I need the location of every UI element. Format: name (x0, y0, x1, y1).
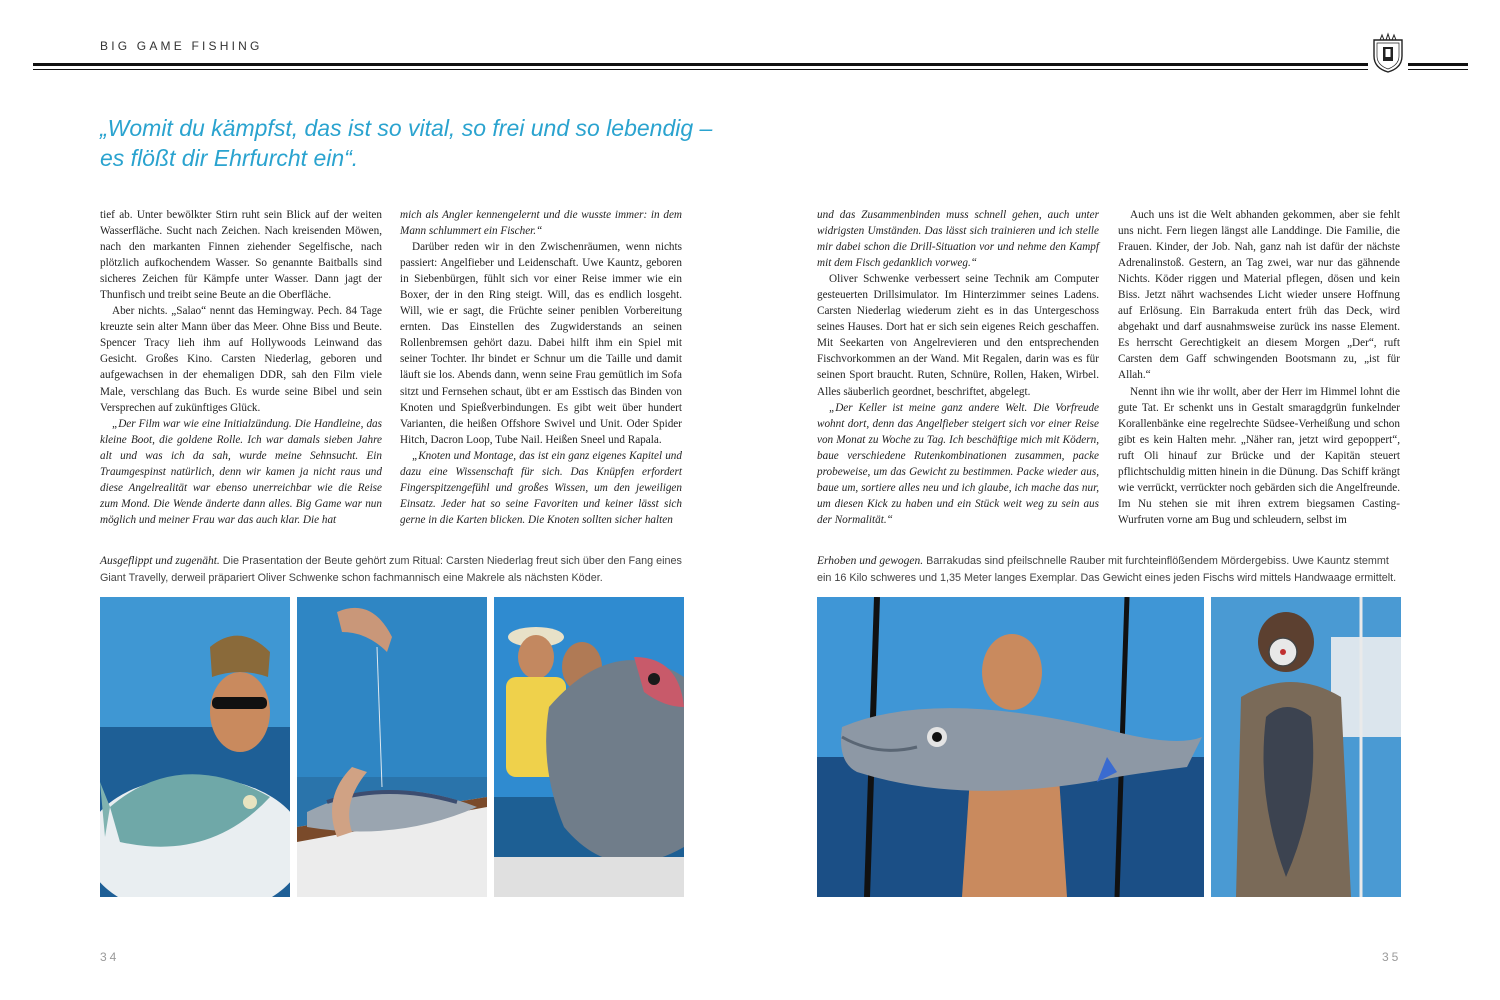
caption-lead: Erhoben und gewogen. (817, 555, 924, 567)
quote-paragraph: und das Zusammenbinden muss schnell gehen, auch unter widrigsten Umständen. Das lässt sich trainieren und ich stelle mir dabei schon die Drill-Situation vor und nehme den Kampf mit dem Fisch gedanklich vorweg.“ (817, 209, 1099, 270)
quote-paragraph: mich als Angler kennengelernt und die wusste immer: in dem Mann schlummert ein Fischer.“ (400, 209, 682, 238)
caption-text: Barrakudas sind pfeilschnelle Rauber mit furchteinflößendem Mördergebiss. Uwe Kauntz stemmt ein 16 Kilo schweres und 1,35 Meter langes Exemplar. Das Gewicht eines jeden Fischs wird mittels Handwaage ermittelt. (817, 555, 1397, 584)
header-rule (33, 63, 1468, 66)
caption-lead: Ausgeflippt und zugenäht. (100, 555, 220, 567)
body-column-4 (1118, 207, 1400, 528)
caption-text: Die Prasentation der Beute gehört zum Ritual: Carsten Niederlag freut sich über den Fang eines Giant Travelly, derweil präpariert Oliver Schwenke schon fachmannisch eine Makrele als nächsten Köder. (100, 555, 682, 584)
paragraph: Aber nichts. „Salao“ nennt das Hemingway. Pech. 84 Tage kreuzte sein alter Mann über das Meer. Ohne Biss und Beute. Spencer Tracy lieh ihm auf Hollywoods Leinwand das Gesicht. Großes Kino. Carsten Niederlag, geboren und aufgewachsen in der ehemaligen DDR, sah den Film viele Male, verschlang das Buch. Es wurde seine Bibel und sein Versprechen auf zukünftiges Glück. (100, 305, 382, 414)
photo-preparing-mackerel (297, 597, 487, 897)
page-number-right: 35 (1382, 950, 1402, 964)
body-column-2 (400, 207, 682, 528)
paragraph: Oliver Schwenke verbessert seine Technik am Computer gesteuerten Drillsimulator. Im Hinterzimmer seines Ladens. Carsten Niederlag wiederum zieht es in das Untergeschoss seines Hauses. Dort hat er sich sein eigenes Reich geschaffen. Mit Seekarten von Angelrevieren und den entsprechenden Fischvorkommen an der Wand. Mit Regalen, darin was es für seinen Sport braucht. Ruten, Schnüre, Rollen, Haken, Wirbel. Alles säuberlich geordnet, beschriftet, abgelegt. (817, 273, 1099, 398)
photo-caption-right (817, 553, 1402, 587)
photo-angler-with-travelly (100, 597, 290, 897)
body-column-3 (817, 207, 1099, 528)
photo-caption-left (100, 553, 685, 587)
header-rule-thin (33, 69, 1468, 70)
paragraph: Nennt ihn wie ihr wollt, aber der Herr im Himmel lohnt die gute Tat. Er schenkt uns in Gestalt smaragdgrün funkelnder Korallenbänke eine regelrechte Südsee-Verheißung und schon gibt es kein Halten mehr. „Näher ran, jetzt wird gepoppert“, ruft Oli hinauf zur Brücke und der Kapitän steuert pflichtschuldig mitten hinein in die Dünung. Das Schiff krängt wie verrückt, verrückter noch gebärden sich die Angelfreunde. Im Nu stehen sie mit ihren extrem biegsamen Casting-Wurfruten vorne am Bug und schleudern, selbst im (1118, 385, 1400, 526)
body-column-1 (100, 207, 382, 528)
paragraph: tief ab. Unter bewölkter Stirn ruht sein Blick auf der weiten Wasserfläche. Sucht nach Zeichen. Nach kreisenden Möwen, nach den markanten Finnen ziehender Segelfische, nach plötzlich aufkochendem Wasser. So genannte Baitballs sind sicheres Zeichen für Kämpfe unter Wasser. Dann jagt der Thunfisch und treibt seine Beute an die Oberfläche. (100, 209, 382, 302)
quote-paragraph: „Der Keller ist meine ganz andere Welt. Die Vorfreude wohnt dort, denn das Angelfieber steigert sich vor einer Reise von Monat zu Woche zu Tag. Ich beschäftige mich mit Ködern, baue verschiedene Rutenkombinationen zusammen, packe probeweise, um das Gewicht zu bestimmen. Packe wieder aus, baue um, sortiere alles neu und ich glaube, ich mache das nur, um diesen Kick zu haben und ein Stück weit weg zu sein aus der Normalität.“ (817, 401, 1099, 526)
pull-quote: „Womit du kämpfst, das ist so vital, so frei und so lebendig – es flößt dir Ehrfurcht ein“. (100, 115, 713, 171)
page-number-left: 34 (100, 950, 120, 964)
photo-two-anglers-with-fish (494, 597, 684, 897)
quote-paragraph: „Der Film war wie eine Initialzündung. Die Handleine, das kleine Boot, die goldene Rolle. Ich war damals sieben Jahre alt und was ich da sah, wurde meine Sehnsucht. Ein Traumgespinst natürlich, denn wir kamen ja nicht raus und diese Angelrealität war ebenso unerreichbar wie die Reise zum Mond. Die Wende änderte dann alles. Big Game war nun möglich und meiner Frau war das auch klar. Die hat (100, 417, 382, 526)
running-head: BIG GAME FISHING (100, 39, 263, 53)
paragraph: Auch uns ist die Welt abhanden gekommen, aber sie fehlt uns nicht. Fern liegen längst alle Landdinge. Die Familie, die Frauen. Kinder, der Job. Nah, ganz nah ist dafür der nächste Adrenalinstoß. Gestern, an Tag zwei, war nur das gähnende Nichts. Köder riggen und Material pflegen, dösen und kein Biss. Jetzt nährt wachsendes Licht wieder unsere Hoffnung auf Erlösung. Ein Barrakuda entert früh das Deck, wird abgehakt und darf ausnahmsweise zurück ins nasse Element. Es herrscht Gerechtigkeit an diesem Morgen „Der“, ruft Carsten dem Gaff schwingenden Bootsmann zu, „ist für Allah.“ (1118, 209, 1400, 382)
quote-paragraph: „Knoten und Montage, das ist ein ganz eigenes Kapitel und dazu eine Wissenschaft für sich. Das Knüpfen erfordert Fingerspitzengefühl und großes Wissen, um den jeweiligen Einsatz. Jeder hat so seine Favoriten und keiner lässt sich gerne in die Karten blicken. Die Knoten sollten sicher halten (400, 449, 682, 526)
photo-barracuda (817, 597, 1204, 897)
crest-logo (1368, 32, 1408, 74)
paragraph: Darüber reden wir in den Zwischenräumen, wenn nichts passiert: Angelfieber und Leidenschaft. Uwe Kauntz, geboren in Siebenbürgen, fühlt sich vor einer Reise immer wie ein Boxer, der in den Ring steigt. Will, das es endlich losgeht. Will, wie er sagt, die Früchte seiner peniblen Vorbereitung ernten. Das Einstellen des Zugwiderstands an seinen Rollenbremsen gehört dazu. Dabei hilft ihm ein Spiel mit seiner Tochter. Ihr bindet er Schnur um die Taille und damit läuft sie los. Abends dann, wenn seine Frau gemütlich im Sofa sitzt und Fernsehen schaut, übt er am Esstisch das Binden von Knoten und Spießverbindungen. Es gibt weit über hundert Varianten, die heißen Offshore Swivel und Unit. Oder Spider Hitch, Dacron Loop, Tube Nail. Heißen Sneel und Rapala. (400, 241, 682, 446)
photo-weighing-fish (1211, 597, 1401, 897)
